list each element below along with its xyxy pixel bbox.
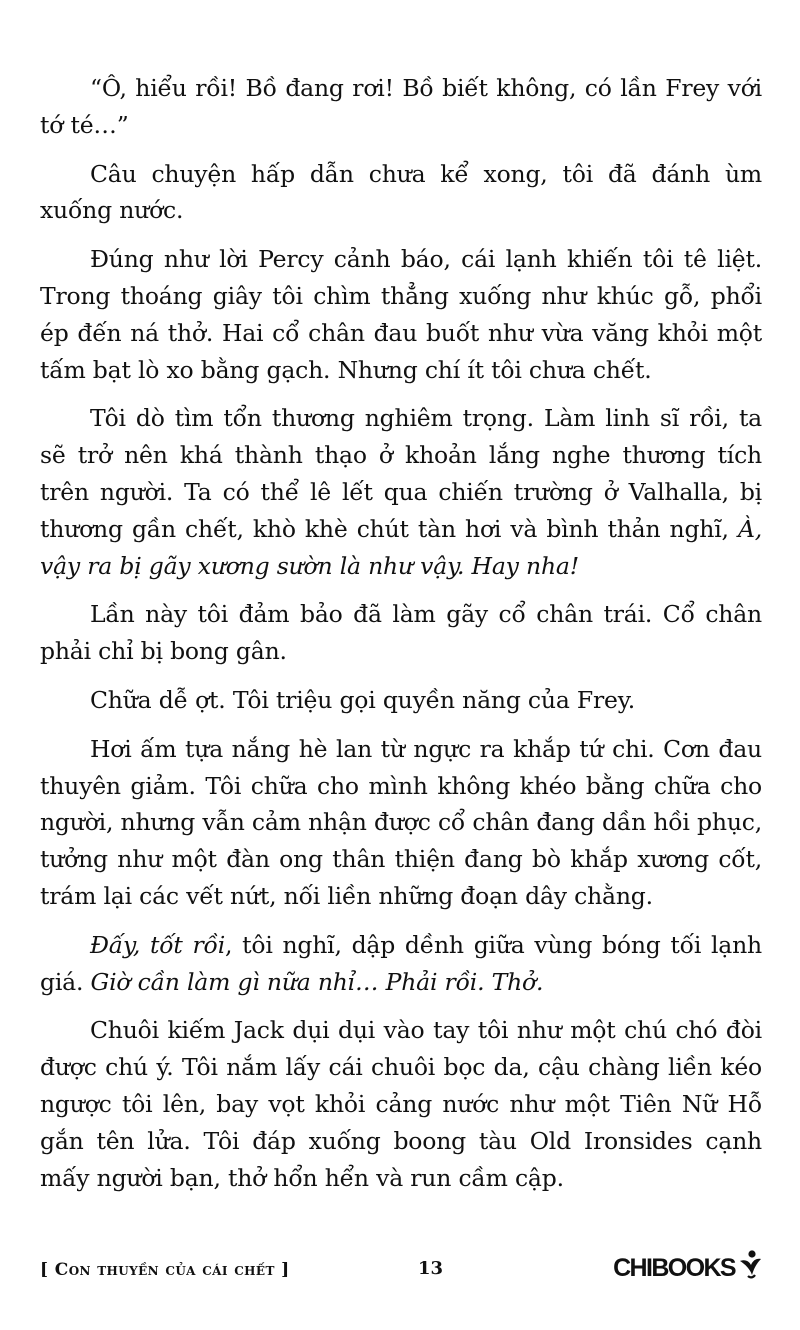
page-number: 13 bbox=[418, 1258, 444, 1279]
text-run: Tôi dò tìm tổn thương nghiêm trọng. Làm linh sĩ rồi, ta sẽ trở nên khá thành thạo ở khoản lắng nghe thương tích trên người. Ta có thể lê lết qua chiến trường ở Valhalla, bị thương gần chết, khò khè chút tàn hơi và bình thản nghĩ, bbox=[40, 404, 762, 543]
paragraph bbox=[40, 731, 762, 915]
paragraph bbox=[40, 400, 762, 584]
paragraph bbox=[40, 1012, 762, 1196]
text-run: Câu chuyện hấp dẫn chưa kể xong, tôi đã đánh ùm xuống nước. bbox=[40, 159, 762, 225]
text-run: Đúng như lời Percy cảnh báo, cái lạnh khiến tôi tê liệt. Trong thoáng giây tôi chìm thẳng xuống như khúc gỗ, phổi ép đến ná thở. Hai cổ chân đau buốt như vừa văng khỏi một tấm bạt lò xo bằng gạch. Nhưng chí ít tôi chưa chết. bbox=[40, 245, 762, 384]
paragraph bbox=[40, 70, 762, 144]
paragraph bbox=[40, 682, 762, 719]
text-run: Chuôi kiếm Jack dụi dụi vào tay tôi như một chú chó đòi được chú ý. Tôi nắm lấy cái chuôi bọc da, cậu chàng liền kéo ngược tôi lên, bay vọt khỏi cảng nước như một Tiên Nữ Hỗ gắn tên lửa. Tôi đáp xuống boong tàu Old Ironsides cạnh mấy người bạn, thở hổn hển và run cầm cập. bbox=[40, 1016, 762, 1192]
italic-text: Đấy, tốt rồi bbox=[90, 930, 226, 959]
page-footer bbox=[40, 1254, 762, 1294]
chapter-text bbox=[40, 70, 762, 1208]
running-title: [ Con thuyền của cái chết ] bbox=[40, 1260, 290, 1280]
paragraph bbox=[40, 241, 762, 388]
publisher-name: CHIBOOKS bbox=[613, 1254, 735, 1282]
italic-text: À, vậy ra bị gãy xương sườn là như vậy. Hay nha! bbox=[40, 514, 762, 580]
paragraph bbox=[40, 156, 762, 230]
text-run: Hơi ấm tựa nắng hè lan từ ngực ra khắp tứ chi. Cơn đau thuyên giảm. Tôi chữa cho mình không khéo bằng chữa cho người, nhưng vẫn cảm nhận được cổ chân đang dần hồi phục, tưởng như một đàn ong thân thiện đang bò khắp xương cốt, trám lại các vết nứt, nối liền những đoạn dây chằng. bbox=[40, 734, 762, 910]
chibooks-logo-icon bbox=[736, 1249, 762, 1283]
text-run: Chữa dễ ợt. Tôi triệu gọi quyền năng của Frey. bbox=[90, 685, 635, 714]
text-run: , tôi nghĩ, dập dềnh giữa vùng bóng tối lạnh giá. bbox=[40, 930, 762, 996]
publisher-logo bbox=[613, 1254, 762, 1283]
italic-text: Giờ cần làm gì nữa nhỉ… Phải rồi. Thở. bbox=[90, 967, 544, 996]
text-run: Lần này tôi đảm bảo đã làm gãy cổ chân trái. Cổ chân phải chỉ bị bong gân. bbox=[40, 600, 762, 666]
paragraph bbox=[40, 927, 762, 1001]
paragraph bbox=[40, 596, 762, 670]
text-run: “Ô, hiểu rồi! Bồ đang rơi! Bồ biết không, có lần Frey với tớ té…” bbox=[40, 74, 762, 139]
